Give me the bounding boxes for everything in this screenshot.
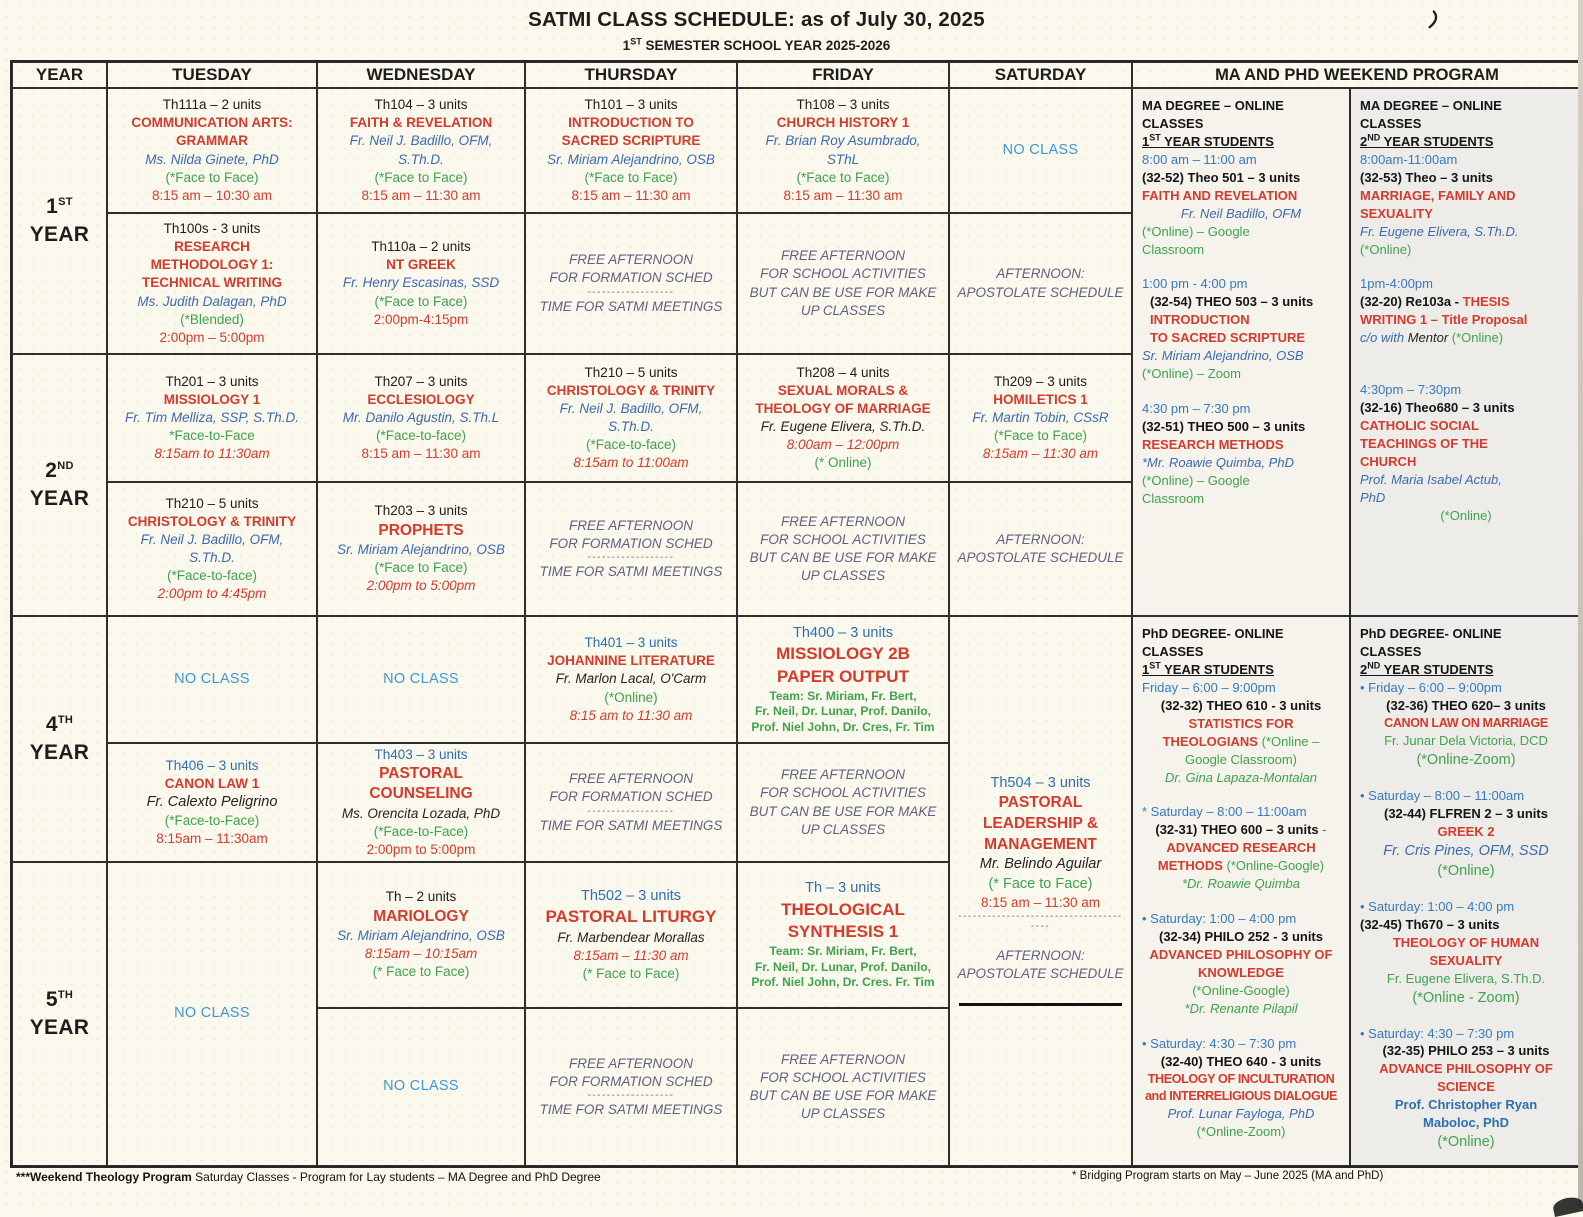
cell-year4-wednesday-afternoon: Th403 – 3 units PASTORAL COUNSELING Ms. Orencita Lozada, PhD (*Face-to-Face) 2:00pm to 5:00pm bbox=[317, 743, 525, 862]
cell-year1-thursday-morning: Th101 – 3 units INTRODUCTION TO SACRED SCRIPTURE Sr. Miriam Alejandrino, OSB (*Face to Face) 8:15 am – 11:30 am bbox=[525, 88, 737, 213]
cell-year5-wednesday-morning: Th – 2 units MARIOLOGY Sr. Miriam Alejandrino, OSB 8:15am – 10:15am (* Face to Face) bbox=[317, 862, 525, 1008]
cell-year4-friday-morning: Th400 – 3 units MISSIOLOGY 2B PAPER OUTPUT Team: Sr. Miriam, Fr. Bert, Fr. Neil, Dr. Lunar, Prof. Danilo, Prof. Niel John, Dr. Cres, Fr. Tim bbox=[737, 616, 949, 743]
page-subtitle: 1ST SEMESTER SCHOOL YEAR 2025-2026 bbox=[622, 36, 891, 53]
cell-ma-degree-1st-year: MA DEGREE – ONLINE CLASSES 1ST YEAR STUDENTS 8:00 am – 11:00 am (32-52) Theo 501 – 3 units FAITH AND REVELATION Fr. Neil Badillo, OFM (*Online) – Google Classroom 1:00 pm - 4:00 pm (32-54) THEO 503 – 3 units INTRODUCTION TO SACRED SCRIPTURE Sr. Miriam Alejandrino, OSB (*Online) – Zoom 4:30 pm – 7:30 pm (32-51) THEO 500 – 3 units RESEARCH METHODS *Mr. Roawie Quimba, PhD (*Online) – Google Classroom bbox=[1132, 88, 1350, 616]
pen-mark-icon bbox=[1426, 7, 1445, 33]
column-header-year: YEAR bbox=[12, 62, 107, 88]
cell-year4-wednesday-morning: NO CLASS bbox=[317, 616, 525, 743]
year-label-4th: 4TH YEAR bbox=[12, 616, 107, 862]
cell-year2-thursday-morning: Th210 – 5 units CHRISTOLOGY & TRINITY Fr. Neil J. Badillo, OFM, S.Th.D. (*Face-to-face) 8:15am to 11:00am bbox=[525, 354, 737, 482]
cell-year5-thursday-afternoon: FREE AFTERNOON FOR FORMATION SCHED ------------------ TIME FOR SATMI MEETINGS bbox=[525, 1008, 737, 1166]
schedule-table bbox=[10, 60, 1583, 1168]
cell-year1-saturday-morning: NO CLASS bbox=[949, 88, 1132, 213]
cell-phd-degree-2nd-year: PhD DEGREE- ONLINE CLASSES 2ND YEAR STUDENTS • Friday – 6:00 – 9:00pm (32-36) THEO 620– 3 units CANON LAW ON MARRIAGE Fr. Junar Dela Victoria, DCD (*Online-Zoom) • Saturday – 8:00 – 11:00am (32-44) FLFREN 2 – 3 units GREEK 2 Fr. Cris Pines, OFM, SSD (*Online) • Saturday: 1:00 – 4:00 pm (32-45) Th670 – 3 units THEOLOGY OF HUMAN SEXUALITY Fr. Eugene Elivera, S.Th.D. (*Online - Zoom) • Saturday: 4:30 – 7:30 pm (32-35) PHILO 253 – 3 units ADVANCE PHILOSOPHY OF SCIENCE Prof. Christopher Ryan Maboloc, PhD (*Online) bbox=[1350, 616, 1582, 1166]
cell-year4-thursday-morning: Th401 – 3 units JOHANNINE LITERATURE Fr. Marlon Lacal, O'Carm (*Online) 8:15 am to 11:30 am bbox=[525, 616, 737, 743]
cell-year5-thursday-morning: Th502 – 3 units PASTORAL LITURGY Fr. Marbendear Morallas 8:15am – 11:30 am (* Face to Face) bbox=[525, 862, 737, 1008]
cell-phd-degree-1st-year: PhD DEGREE- ONLINE CLASSES 1ST YEAR STUDENTS Friday – 6:00 – 9:00pm (32-32) THEO 610 - 3 units STATISTICS FOR THEOLOGIANS (*Online – Google Classroom) Dr. Gina Lapaza-Montalan * Saturday – 8:00 – 11:00am (32-31) THEO 600 – 3 units - ADVANCED RESEARCH METHODS (*Online-Google) *Dr. Roawie Quimba • Saturday: 1:00 – 4:00 pm (32-34) PHILO 252 - 3 units ADVANCED PHILOSOPHY OF KNOWLEDGE (*Online-Google) *Dr. Renante Pilapil • Saturday: 4:30 – 7:30 pm (32-40) THEO 640 - 3 units THEOLOGY OF INCULTURATION and INTERRELIGIOUS DIALOGUE Prof. Lunar Fayloga, PhD (*Online-Zoom) bbox=[1132, 616, 1350, 1166]
footnote-weekend-program: ***Weekend Theology Program Saturday Classes - Program for Lay students – MA Degree and PhD Degree bbox=[16, 1170, 601, 1184]
cell-year1-tuesday-afternoon: Th100s - 3 units RESEARCH METHODOLOGY 1: TECHNICAL WRITING Ms. Judith Dalagan, PhD (*Blended) 2:00pm – 5:00pm bbox=[107, 213, 317, 354]
cell-year5-friday-morning: Th – 3 units THEOLOGICAL SYNTHESIS 1 Team: Sr. Miriam, Fr. Bert, Fr. Neil, Dr. Lunar, Prof. Danilo, Prof. Niel John, Dr. Cres. Fr. Tim bbox=[737, 862, 949, 1008]
cell-ma-degree-2nd-year: MA DEGREE – ONLINE CLASSES 2ND YEAR STUDENTS 8:00am-11:00am (32-53) Theo – 3 units MARRIAGE, FAMILY AND SEXUALITY Fr. Eugene Elivera, S.Th.D. (*Online) 1pm-4:00pm (32-20) Re103a - THESIS WRITING 1 – Title Proposal c/o with Mentor (*Online) 4:30pm – 7:30pm (32-16) Theo680 – 3 units CATHOLIC SOCIAL TEACHINGS OF THE CHURCH Prof. Maria Isabel Actub, PhD (*Online) bbox=[1350, 88, 1582, 616]
cell-year2-tuesday-afternoon: Th210 – 5 units CHRISTOLOGY & TRINITY Fr. Neil J. Badillo, OFM, S.Th.D. (*Face-to-face) 2:00pm to 4:45pm bbox=[107, 482, 317, 616]
column-header-weekend-program: MA AND PHD WEEKEND PROGRAM bbox=[1132, 62, 1582, 88]
cell-year2-tuesday-morning: Th201 – 3 units MISSIOLOGY 1 Fr. Tim Melliza, SSP, S.Th.D. *Face-to-Face 8:15am to 11:30am bbox=[107, 354, 317, 482]
cell-year4-tuesday-morning: NO CLASS bbox=[107, 616, 317, 743]
cell-year1-wednesday-afternoon: Th110a – 2 units NT GREEK Fr. Henry Escasinas, SSD (*Face to Face) 2:00pm-4:15pm bbox=[317, 213, 525, 354]
column-header-saturday: SATURDAY bbox=[949, 62, 1132, 88]
scan-edge-shadow bbox=[1578, 0, 1583, 1208]
cell-year1-friday-morning: Th108 – 3 units CHURCH HISTORY 1 Fr. Brian Roy Asumbrado, SThL (*Face to Face) 8:15 am – 11:30 am bbox=[737, 88, 949, 213]
cell-year1-wednesday-morning: Th104 – 3 units FAITH & REVELATION Fr. Neil J. Badillo, OFM, S.Th.D. (*Face to Face) 8:15 am – 11:30 am bbox=[317, 88, 525, 213]
cell-year5-friday-afternoon: FREE AFTERNOON FOR SCHOOL ACTIVITIES BUT CAN BE USE FOR MAKE UP CLASSES bbox=[737, 1008, 949, 1166]
footnote-bridging-program: * Bridging Program starts on May – June 2025 (MA and PhD) bbox=[1072, 1170, 1384, 1182]
cell-year4-friday-afternoon: FREE AFTERNOON FOR SCHOOL ACTIVITIES BUT CAN BE USE FOR MAKE UP CLASSES bbox=[737, 743, 949, 862]
column-header-tuesday: TUESDAY bbox=[107, 62, 317, 88]
cell-year2-friday-afternoon: FREE AFTERNOON FOR SCHOOL ACTIVITIES BUT CAN BE USE FOR MAKE UP CLASSES bbox=[737, 482, 949, 616]
cell-year2-wednesday-morning: Th207 – 3 units ECCLESIOLOGY Mr. Danilo Agustin, S.Th.L (*Face-to-face) 8:15 am – 11:30 am bbox=[317, 354, 525, 482]
cell-year2-saturday-morning: Th209 – 3 units HOMILETICS 1 Fr. Martin Tobin, CSsR (*Face to Face) 8:15am – 11:30 am bbox=[949, 354, 1132, 482]
cell-year1-saturday-afternoon: AFTERNOON: APOSTOLATE SCHEDULE bbox=[949, 213, 1132, 354]
cell-year4-thursday-afternoon: FREE AFTERNOON FOR FORMATION SCHED ------------------ TIME FOR SATMI MEETINGS bbox=[525, 743, 737, 862]
column-header-thursday: THURSDAY bbox=[525, 62, 737, 88]
year-label-1st: 1ST YEAR bbox=[12, 88, 107, 354]
cell-year1-thursday-afternoon: FREE AFTERNOON FOR FORMATION SCHED ------------------ TIME FOR SATMI MEETINGS bbox=[525, 213, 737, 354]
year-label-5th: 5TH YEAR bbox=[12, 862, 107, 1166]
column-header-friday: FRIDAY bbox=[737, 62, 949, 88]
cell-year4-tuesday-afternoon: Th406 – 3 units CANON LAW 1 Fr. Calexto Peligrino (*Face-to-Face) 8:15am – 11:30am bbox=[107, 743, 317, 862]
cell-year2-friday-morning: Th208 – 4 units SEXUAL MORALS & THEOLOGY OF MARRIAGE Fr. Eugene Elivera, S.Th.D. 8:00am – 12:00pm (* Online) bbox=[737, 354, 949, 482]
column-header-wednesday: WEDNESDAY bbox=[317, 62, 525, 88]
cell-year1-tuesday-morning: Th111a – 2 units COMMUNICATION ARTS: GRAMMAR Ms. Nilda Ginete, PhD (*Face to Face) 8:15 am – 10:30 am bbox=[107, 88, 317, 213]
year-label-2nd: 2ND YEAR bbox=[12, 354, 107, 616]
scan-corner-smudge bbox=[1552, 1195, 1583, 1217]
cell-year5-tuesday: NO CLASS bbox=[107, 862, 317, 1166]
cell-year2-wednesday-afternoon: Th203 – 3 units PROPHETS Sr. Miriam Alejandrino, OSB (*Face to Face) 2:00pm to 5:00pm bbox=[317, 482, 525, 616]
cell-year4-5-saturday: Th504 – 3 units PASTORAL LEADERSHIP & MANAGEMENT Mr. Belindo Aguilar (* Face to Face) 8:15 am – 11:30 am -------------------------------------- AFTERNOON: APOSTOLATE SCHEDULE bbox=[949, 616, 1132, 1166]
cell-year2-saturday-afternoon: AFTERNOON: APOSTOLATE SCHEDULE bbox=[949, 482, 1132, 616]
cell-year5-wednesday-afternoon: NO CLASS bbox=[317, 1008, 525, 1166]
page-title: SATMI CLASS SCHEDULE: as of July 30, 2025 bbox=[528, 8, 985, 31]
cell-year2-thursday-afternoon: FREE AFTERNOON FOR FORMATION SCHED ------------------ TIME FOR SATMI MEETINGS bbox=[525, 482, 737, 616]
cell-year1-friday-afternoon: FREE AFTERNOON FOR SCHOOL ACTIVITIES BUT CAN BE USE FOR MAKE UP CLASSES bbox=[737, 213, 949, 354]
